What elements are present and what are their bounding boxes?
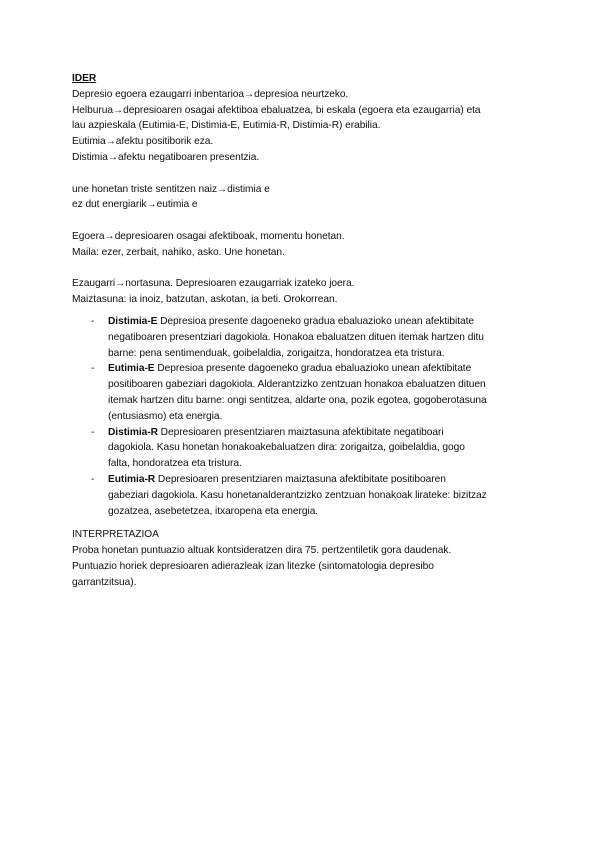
document-body [72,71,532,591]
subscale-text: dagokiola. Kasu honetan honakoakebaluatzen dira: zorigaitza, goibelaldia, gogo [108,442,465,454]
subscale-item [72,472,532,519]
subscale-text: negatiboaren presentziari dagokiola. Honakoa ebaluatzen dituen itemak hartzen ditu [108,331,484,343]
subscale-text: gozatzea, asebetetzea, itxaropena eta energia. [108,505,319,517]
egoera-line: Maila: ezer, zerbait, nahiko, asko. Une honetan. [72,246,285,258]
subscale-text: Depresioa presente dagoeneko gradua ebaluazioko unean afektibitate [157,315,474,327]
spacer [72,166,532,182]
bullet-dash: - [91,426,95,438]
subscale-text: positiboaren gabeziari dagokiola. Alderantzizko zentzuan honakoa ebaluatzen dituen [108,379,486,391]
interpretation-line: Proba honetan puntuazio altuak kontsideratzen dira 75. pertzentiletik gora daudenak. [72,545,452,557]
document-title: IDER [72,73,97,84]
bullet-dash: - [91,473,95,485]
subscale-text: Depresioa presente dagoeneko gradua ebaluazioko unean afektibitate [154,363,472,375]
intro-line: Depresio egoera ezaugarri inbentarioa→depresioa neurtzeko. [72,88,349,100]
subscale-text: falta, hondoratzea eta tristura. [108,458,242,470]
intro-section [72,87,532,166]
subscale-term: Distimia-E [108,315,158,327]
bullet-dash: - [91,315,95,327]
spacer [72,261,532,277]
example-line: une honetan triste sentitzen naiz→distimia e [72,183,270,195]
subscale-item [72,361,532,424]
bullet-dash: - [91,363,95,375]
interpretation-line: Puntuazio horiek depresioaren adierazleak izan litezke (sintomatologia depresibo [72,560,434,572]
ezaugarri-section [72,276,532,308]
intro-line: Distimia→afektu negatiboaren presentzia. [72,151,260,163]
ezaugarri-line: Maiztasuna: ia inoiz, batzutan, askotan, ia beti. Orokorrean. [72,294,338,306]
intro-line: Eutimia→afektu positiborik eza. [72,136,214,148]
egoera-section [72,229,532,261]
subscale-item [72,425,532,472]
interpretation-section [72,527,532,590]
subscale-list [72,314,532,519]
interpretation-line: garrantzitsua). [72,576,137,588]
intro-line: Helburua→depresioaren osagai afektiboa ebaluatzea, bi eskala (egoera eta ezaugarria) eta [72,104,481,116]
subscale-item [72,314,532,361]
subscale-term: Eutimia-E [108,363,155,375]
example-line: ez dut energiarik→eutimia e [72,199,198,211]
intro-line: lau azpieskala (Eutimia-E, Distimia-E, Eutimia-R, Distimia-R) erabilia. [72,120,381,132]
examples-section [72,182,532,214]
spacer [72,213,532,229]
subscale-text: itemak hartzen ditu barne: ongi sentitzea, aldarte ona, pozik egotea, gogoberotasuna [108,394,487,406]
subscale-text: Depresioaren presentziaren maiztasuna afektibitate negatiboari [157,426,444,438]
subscale-text: (entusiasmo) eta energia. [108,410,223,422]
egoera-line: Egoera→depresioaren osagai afektiboak, momentu honetan. [72,230,345,242]
subscale-text: Depresioaren presentziaren maiztasuna afektibitate positiboaren [155,473,446,485]
interpretation-heading: INTERPRETAZIOA [72,529,159,541]
subscale-text: gabeziari dagokiola. Kasu honetanalderantzizko zentzuan honakoak lirateke: bizitzaz [108,489,487,501]
ezaugarri-line: Ezaugarri→nortasuna. Depresioaren ezaugarriak izateko joera. [72,278,355,290]
subscale-term: Eutimia-R [108,473,156,485]
subscale-term: Distimia-R [108,426,158,438]
subscale-text: barne: pena sentimenduak, goibelaldia, zorigaitza, hondoratzea eta tristura. [108,347,445,359]
